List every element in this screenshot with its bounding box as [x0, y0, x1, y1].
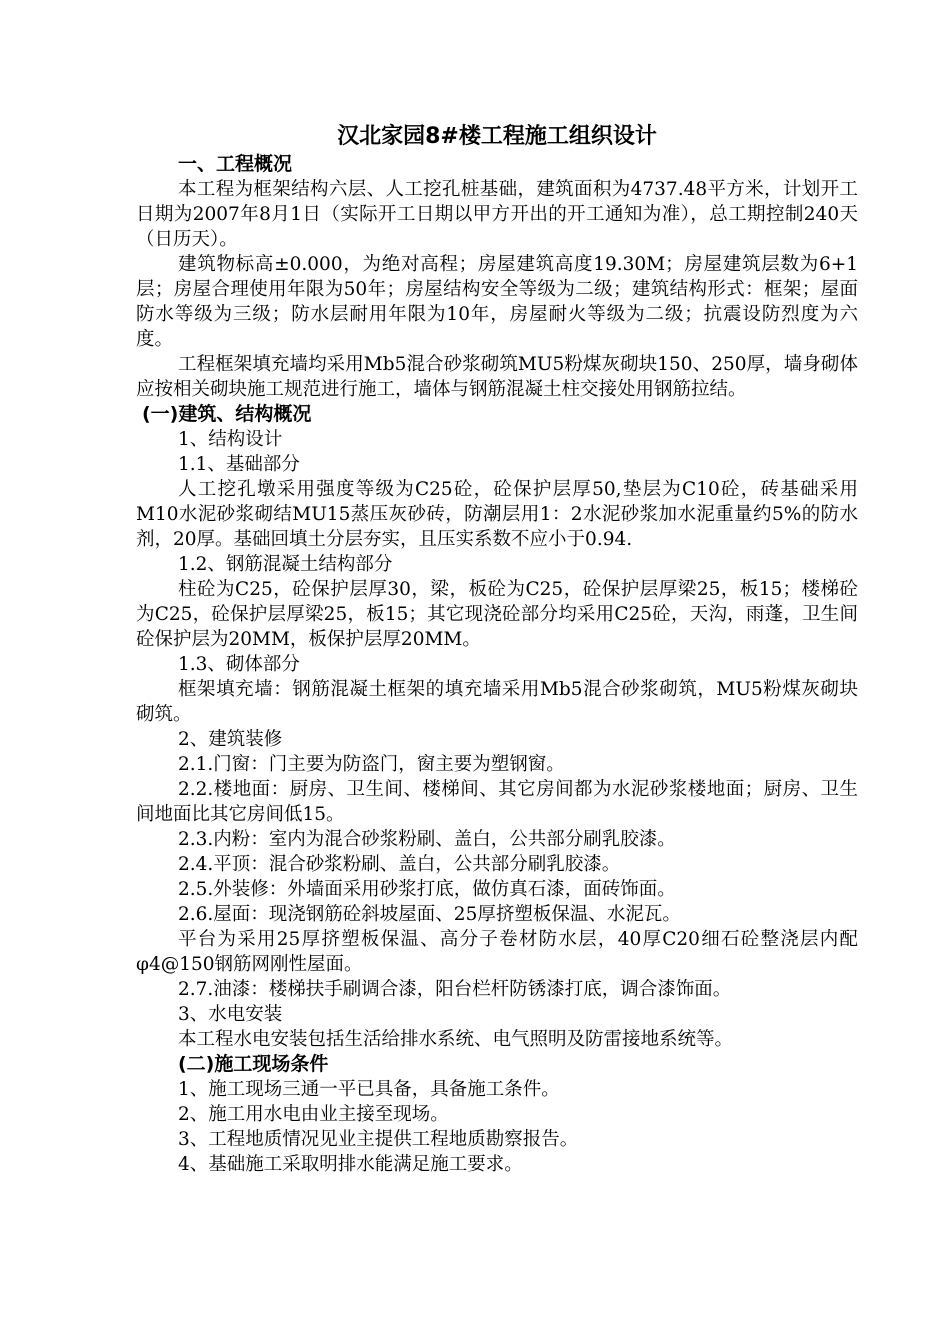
overview-paragraph-1: 本工程为框架结构六层、人工挖孔桩基础，建筑面积为4737.48平方米，计划开工日期为2007年8月1日（实际开工日期以甲方开出的开工通知为准），总工期控制240天（日历天）。 [136, 179, 858, 250]
decoration-item-exterior: 2.5.外装修：外墙面采用砂浆打底，做仿真石漆，面砖饰面。 [178, 879, 676, 900]
foundation-heading: 1.1、基础部分 [178, 454, 300, 475]
masonry-paragraph: 框架填充墙：钢筋混凝土框架的填充墙采用Mb5混合砂浆砌筑，MU5粉煤灰砌块砌筑。 [136, 679, 858, 725]
rc-structure-paragraph: 柱砼为C25，砼保护层厚30，梁，板砼为C25，砼保护层厚梁25，板15；楼梯砼为C25，砼保护层厚梁25，板15；其它现浇砼部分均采用C25砼，天沟，雨蓬，卫生间砼保护层为20MM，板保护层厚20MM。 [136, 579, 858, 650]
rc-structure-heading: 1.2、钢筋混凝土结构部分 [178, 554, 393, 575]
structure-design-heading: 1、结构设计 [178, 429, 283, 450]
decoration-item-platform: 平台为采用25厚挤塑板保温、高分子卷材防水层，40厚C20细石砼整浇层内配φ4@150钢筋网刚性屋面。 [136, 929, 858, 975]
site-condition-item: 2、施工用水电由业主接至现场。 [178, 1104, 449, 1125]
site-condition-item: 1、施工现场三通一平已具备，具备施工条件。 [178, 1079, 560, 1100]
site-condition-item: 4、基础施工采取明排水能满足施工要求。 [178, 1154, 523, 1175]
subsection-heading-site-conditions: (二)施工现场条件 [178, 1053, 329, 1075]
foundation-paragraph: 人工挖孔墩采用强度等级为C25砼，砼保护层厚50,垫层为C10砼，砖基础采用M10水泥砂浆砌结MU15蒸压灰砂砖，防潮层用1：2水泥砂浆加水泥重量约5%的防水剂，20厚。基础回填土分层夯实，且压实系数不应小于0.94. [136, 479, 858, 550]
masonry-heading: 1.3、砌体部分 [178, 654, 300, 675]
mep-paragraph: 本工程水电安装包括生活给排水系统、电气照明及防雷接地系统等。 [178, 1029, 734, 1050]
document-body [136, 122, 858, 1177]
subsection-heading-building-structure: (一)建筑、结构概况 [142, 403, 312, 425]
document-title: 汉北家园8#楼工程施工组织设计 [337, 124, 657, 149]
decoration-item-ceiling: 2.4.平顶：混合砂浆粉刷、盖白，公共部分刷乳胶漆。 [178, 854, 621, 875]
decoration-heading: 2、建筑装修 [178, 729, 283, 750]
decoration-item-paint: 2.7.油漆：楼梯扶手刷调合漆，阳台栏杆防锈漆打底，调合漆饰面。 [178, 979, 732, 1000]
decoration-item-roof: 2.6.屋面：现浇钢筋砼斜坡屋面、25厚挤塑板保温、水泥瓦。 [178, 904, 681, 925]
decoration-item-doors-windows: 2.1.门窗：门主要为防盗门，窗主要为塑钢窗。 [178, 754, 565, 775]
overview-paragraph-3: 工程框架填充墙均采用Mb5混合砂浆砌筑MU5粉煤灰砌块150、250厚，墙身砌体应按相关砌块施工规范进行施工，墙体与钢筋混凝土柱交接处用钢筋拉结。 [136, 354, 858, 400]
overview-paragraph-2: 建筑物标高±0.000，为绝对高程；房屋建筑高度19.30M；房屋建筑层数为6+1层；房屋合理使用年限为50年；房屋结构安全等级为二级；建筑结构形式：框架；屋面防水等级为三级；防水层耐用年限为10年，房屋耐火等级为二级；抗震设防烈度为六度。 [136, 254, 858, 350]
site-condition-item: 3、工程地质情况见业主提供工程地质勘察报告。 [178, 1129, 579, 1150]
section-heading-overview: 一、工程概况 [178, 153, 293, 175]
decoration-item-interior: 2.3.内粉：室内为混合砂浆粉刷、盖白，公共部分刷乳胶漆。 [178, 829, 676, 850]
mep-heading: 3、水电安装 [178, 1004, 283, 1025]
decoration-item-floors: 2.2.楼地面：厨房、卫生间、楼梯间、其它房间都为水泥砂浆楼地面；厨房、卫生间地面比其它房间低15。 [136, 779, 858, 825]
